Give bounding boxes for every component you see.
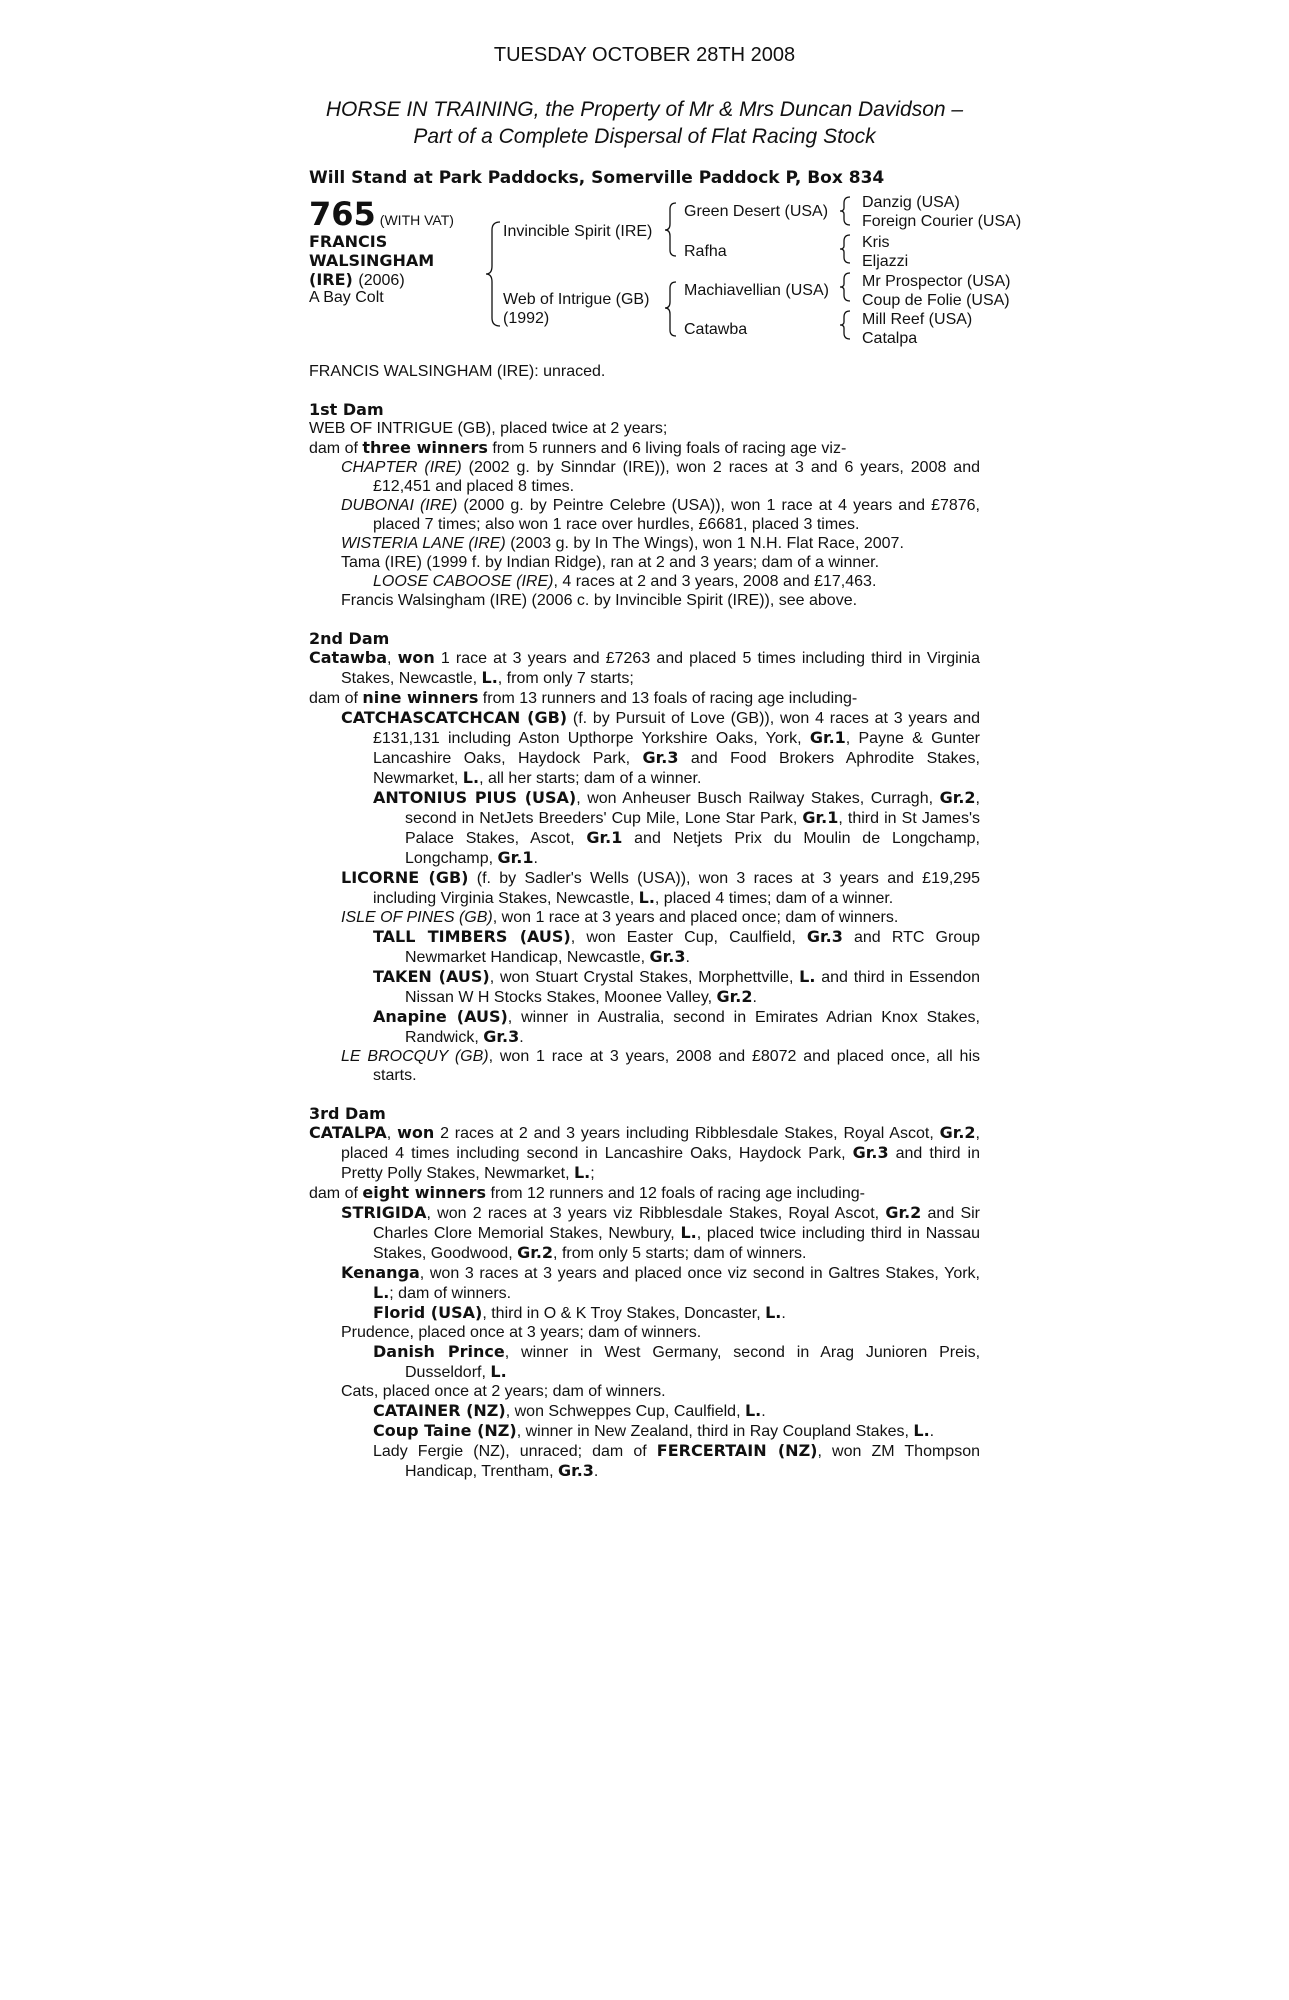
sale-date: TUESDAY OCTOBER 28TH 2008 <box>493 44 796 66</box>
produce-entry: WISTERIA LANE (IRE) (2003 g. by In The Wings), won 1 N.H. Flat Race, 2007. <box>341 535 904 552</box>
pedigree-gg-7: Mill Reef (USA) <box>862 311 973 328</box>
pedigree-dam-sire: Machiavellian (USA) <box>684 282 829 299</box>
second-dam-produce-summary: dam of nine winners from 13 runners and 13 foals of racing age including- <box>309 688 858 707</box>
vat-note: (WITH VAT) <box>379 212 454 228</box>
dam-line-bracket <box>665 282 676 336</box>
second-dam-intro: Catawba, won 1 race at 3 years and £7263 and placed 5 times including third in Virginia Stakes, Newcastle, L., from only 7 starts; <box>309 648 981 687</box>
pedigree-gg-3: Kris <box>862 234 890 251</box>
race-record: FRANCIS WALSINGHAM (IRE): unraced. <box>309 363 606 380</box>
pedigree-dam-dam: Catawba <box>684 321 748 338</box>
produce-entry: ISLE OF PINES (GB), won 1 race at 3 years and placed once; dam of winners. <box>341 909 899 926</box>
pedigree-gg-6: Coup de Folie (USA) <box>862 292 1010 309</box>
catalogue-body <box>309 362 980 1481</box>
horse-year: (2006) <box>358 272 405 289</box>
horse-name-line-2: WALSINGHAM <box>309 251 435 270</box>
pedigree-gg-2: Foreign Courier (USA) <box>862 213 1022 230</box>
sire-line-bracket <box>665 203 676 256</box>
produce-entry: Anapine (AUS), winner in Australia, second in Emirates Adrian Knox Stakes, Randwick, Gr.3. <box>373 1007 980 1046</box>
produce-entry: ANTONIUS PIUS (USA), won Anheuser Busch Railway Stakes, Curragh, Gr.2, second in NetJets Breeders' Cup Mile, Lone Star Park, Gr.1, third in St James's Palace Stakes, Ascot, Gr.1 and Netjets Prix du Moulin de Longchamp, Longchamp, Gr.1. <box>373 788 981 867</box>
gs-bracket-2 <box>840 235 850 263</box>
pedigree-sire: Invincible Spirit (IRE) <box>503 223 653 240</box>
produce-entry: Florid (USA), third in O & K Troy Stakes, Doncaster, L.. <box>373 1303 786 1322</box>
first-dam-heading: 1st Dam <box>309 400 384 419</box>
produce-entry: CHAPTER (IRE) (2002 g. by Sinndar (IRE)), won 2 races at 3 and 6 years, 2008 and £12,451 and placed 8 times. <box>341 459 980 495</box>
third-dam-produce-summary: dam of eight winners from 12 runners and 12 foals of racing age including- <box>309 1183 865 1202</box>
produce-entry: Cats, placed once at 2 years; dam of winners. <box>341 1383 666 1400</box>
horse-name-line-1: FRANCIS <box>309 232 388 251</box>
produce-entry: STRIGIDA, won 2 races at 3 years viz Ribblesdale Stakes, Royal Ascot, Gr.2 and Sir Charles Clore Memorial Stakes, Newbury, L., placed twice including third in Nassau Stakes, Goodwood, Gr.2, from only 5 starts; dam of winners. <box>341 1203 981 1262</box>
produce-entry: Lady Fergie (NZ), unraced; dam of FERCERTAIN (NZ), won ZM Thompson Handicap, Trentham, Gr.3. <box>373 1441 980 1480</box>
produce-entry: Kenanga, won 3 races at 3 years and placed once viz second in Galtres Stakes, York, L.; dam of winners. <box>341 1263 980 1302</box>
second-dam-heading: 2nd Dam <box>309 629 390 648</box>
intro-line-2: Part of a Complete Dispersal of Flat Racing Stock <box>413 125 876 148</box>
pedigree-sire-dam: Rafha <box>684 243 727 260</box>
gs-bracket-1 <box>840 197 850 225</box>
pedigree-gg-5: Mr Prospector (USA) <box>862 273 1011 290</box>
produce-entry: LOOSE CABOOSE (IRE), 4 races at 2 and 3 years, 2008 and £17,463. <box>373 573 877 590</box>
horse-country: (IRE) <box>309 270 353 289</box>
produce-entry: Tama (IRE) (1999 f. by Indian Ridge), ran at 2 and 3 years; dam of a winner. <box>341 554 880 571</box>
produce-entry: CATAINER (NZ), won Schweppes Cup, Caulfield, L.. <box>373 1401 766 1420</box>
produce-entry: TAKEN (AUS), won Stuart Crystal Stakes, Morphettville, L. and third in Essendon Nissan W H Stocks Stakes, Moonee Valley, Gr.2. <box>373 967 981 1006</box>
third-dam-intro: CATALPA, won 2 races at 2 and 3 years including Ribblesdale Stakes, Royal Ascot, Gr.2, placed 4 times including second in Lancashire Oaks, Haydock Park, Gr.3 and third in Pretty Polly Stakes, Newmarket, L.; <box>309 1123 980 1182</box>
pedigree-dam: Web of Intrigue (GB) <box>503 291 650 308</box>
produce-entry: CATCHASCATCHCAN (GB) (f. by Pursuit of Love (GB)), won 4 races at 3 years and £131,131 including Aston Upthorpe Yorkshire Oaks, York, Gr.1, Payne & Gunter Lancashire Oaks, Haydock Park, Gr.3 and Food Brokers Aphrodite Stakes, Newmarket, L., all her starts; dam of a winner. <box>341 708 981 787</box>
lot-number: 765 <box>309 195 376 233</box>
produce-entry: Coup Taine (NZ), winner in New Zealand, third in Ray Coupland Stakes, L.. <box>373 1421 935 1440</box>
gs-bracket-3 <box>840 273 850 301</box>
pedigree-gg-4: Eljazzi <box>862 253 909 270</box>
produce-entry: LE BROCQUY (GB), won 1 race at 3 years, 2008 and £8072 and placed once, all his starts. <box>341 1048 981 1084</box>
produce-entry: TALL TIMBERS (AUS), won Easter Cup, Caulfield, Gr.3 and RTC Group Newmarket Handicap, Newcastle, Gr.3. <box>373 927 981 966</box>
produce-entry: Prudence, placed once at 3 years; dam of winners. <box>341 1324 702 1341</box>
pedigree-sire-sire: Green Desert (USA) <box>684 203 829 220</box>
intro-line-1: HORSE IN TRAINING, the Property of Mr & Mrs Duncan Davidson – <box>325 98 964 121</box>
first-dam-produce-summary: dam of three winners from 5 runners and 6 living foals of racing age viz- <box>309 438 847 457</box>
first-dam-intro: WEB OF INTRIGUE (GB), placed twice at 2 years; <box>309 420 668 437</box>
produce-entry: Francis Walsingham (IRE) (2006 c. by Invincible Spirit (IRE)), see above. <box>341 592 858 609</box>
stand-location: Will Stand at Park Paddocks, Somerville Paddock P, Box 834 <box>309 168 885 188</box>
pedigree-gg-8: Catalpa <box>862 330 918 347</box>
produce-entry: LICORNE (GB) (f. by Sadler's Wells (USA)), won 3 races at 3 years and £19,295 including Virginia Stakes, Newcastle, L., placed 4 times; dam of a winner. <box>341 868 980 907</box>
horse-description: A Bay Colt <box>309 289 384 306</box>
sire-dam-bracket <box>486 222 500 326</box>
pedigree-gg-1: Danzig (USA) <box>862 194 960 211</box>
third-dam-heading: 3rd Dam <box>309 1104 386 1123</box>
gs-bracket-4 <box>840 311 850 339</box>
produce-entry: Danish Prince, winner in West Germany, second in Arag Junioren Preis, Dusseldorf, L. <box>373 1342 981 1381</box>
produce-entry: DUBONAI (IRE) (2000 g. by Peintre Celebre (USA)), won 1 race at 4 years and £7876, placed 7 times; also won 1 race over hurdles, £6681, placed 3 times. <box>341 497 981 533</box>
pedigree-dam-year: (1992) <box>503 310 550 327</box>
